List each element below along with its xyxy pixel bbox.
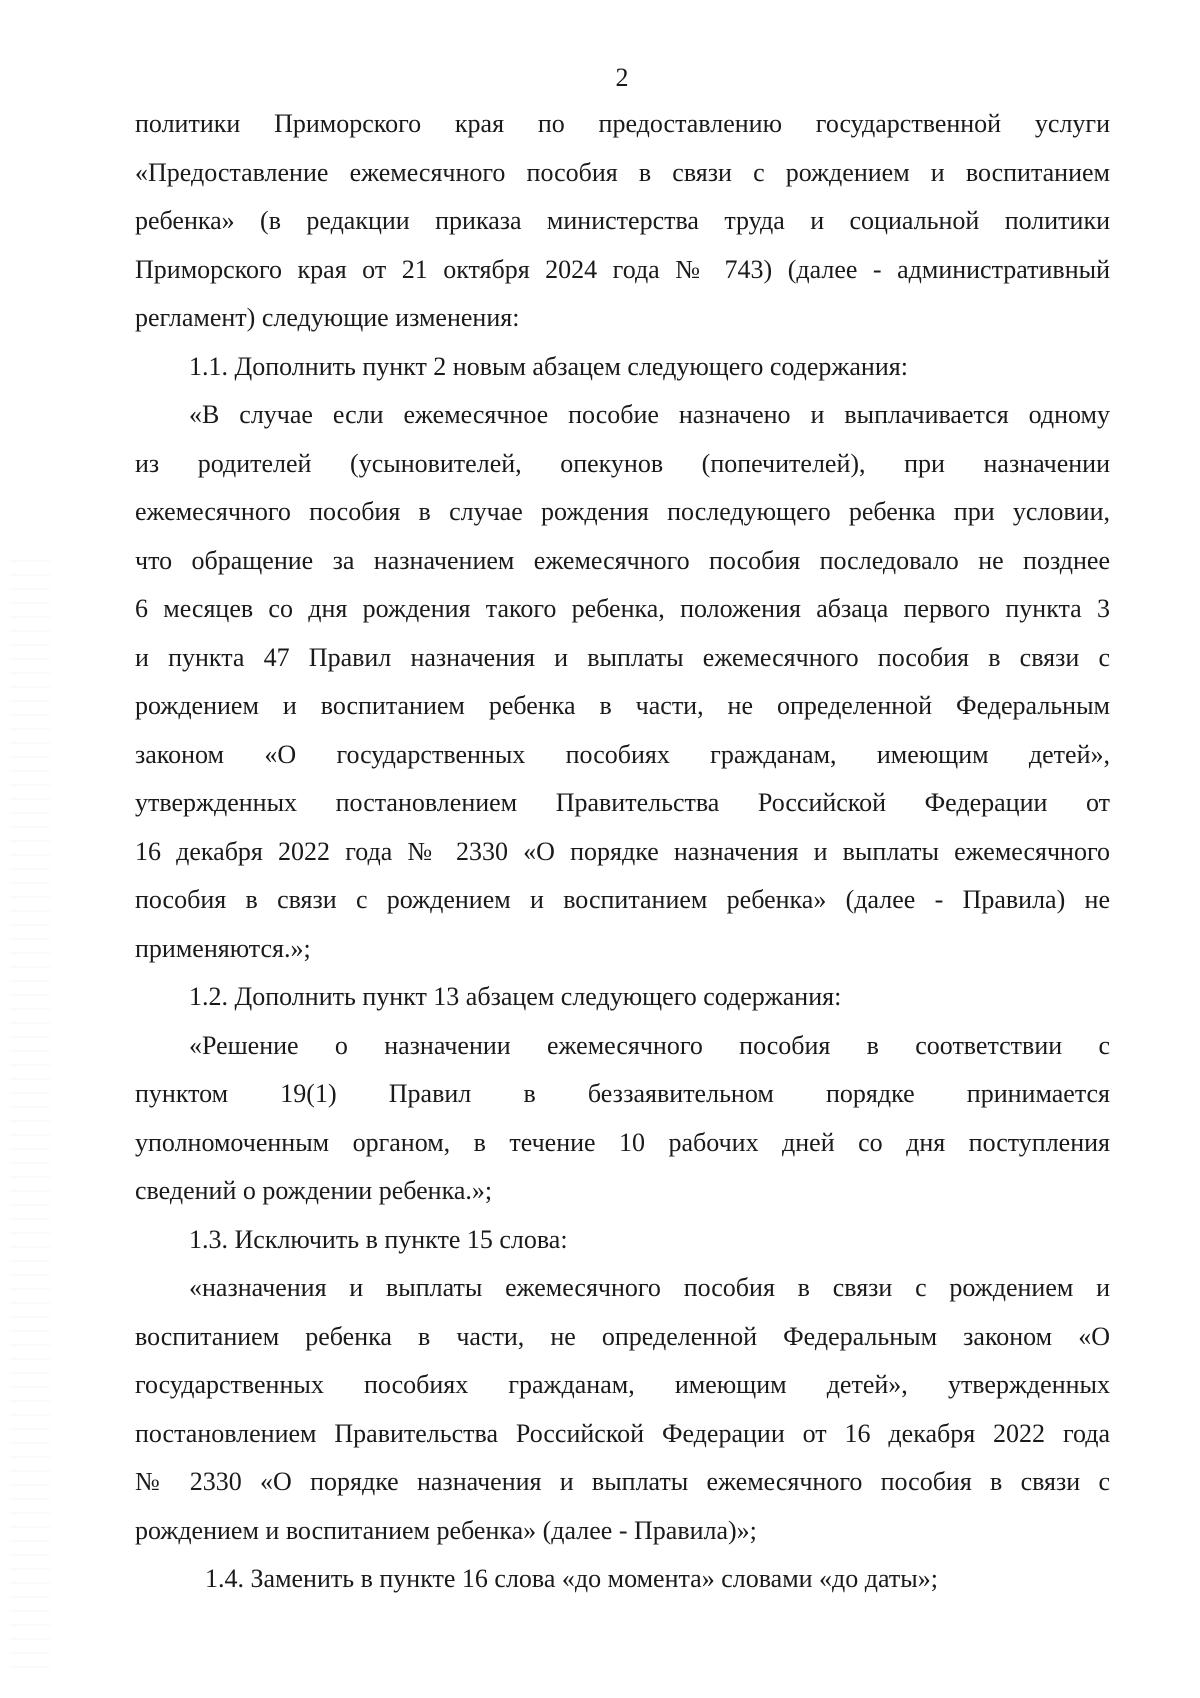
text-line: 1.4. Заменить в пункте 16 слова «до момента» словами «до даты»; xyxy=(205,1564,938,1593)
text-line: 1.3. Исключить в пункте 15 слова: xyxy=(189,1224,568,1254)
text-line: пунктом 19(1) Правил в беззаявительном порядке принимается xyxy=(135,1079,1110,1108)
text-line: постановлением Правительства Российской Федерации от 16 декабря 2022 года xyxy=(135,1418,1110,1448)
text-line: 1.2. Дополнить пункт 13 абзацем следующего содержания: xyxy=(189,982,842,1011)
text-line: законом «О государственных пособиях гражданам, имеющим детей», xyxy=(135,739,1110,769)
text-line: политики Приморского края по предоставлению государственной услуги xyxy=(135,109,1110,138)
scan-edge-artifact xyxy=(10,560,50,1680)
text-line: «назначения и выплаты ежемесячного пособия в связи с рождением и xyxy=(189,1273,1110,1302)
page-number: 2 xyxy=(615,63,629,92)
text-line: применяются.»; xyxy=(135,933,311,963)
text-line: 6 месяцев со дня рождения такого ребенка, положения абзаца первого пункта 3 xyxy=(135,594,1110,623)
text-line: из родителей (усыновителей, опекунов (попечителей), при назначении xyxy=(135,448,1110,478)
text-line: «В случае если ежемесячное пособие назначено и выплачивается одному xyxy=(189,400,1110,429)
text-line: № 2330 «О порядке назначения и выплаты ежемесячного пособия в связи с xyxy=(135,1467,1110,1496)
text-line: и пункта 47 Правил назначения и выплаты ежемесячного пособия в связи с xyxy=(135,642,1110,672)
text-line: регламент) следующие изменения: xyxy=(135,303,520,332)
text-line: ребенка» (в редакции приказа министерства труда и социальной политики xyxy=(135,206,1110,235)
text-line: 16 декабря 2022 года № 2330 «О порядке назначения и выплаты ежемесячного xyxy=(135,836,1110,866)
text-line: воспитанием ребенка в части, не определенной Федеральным законом «О xyxy=(135,1321,1110,1351)
text-line: пособия в связи с рождением и воспитанием ребенка» (далее - Правила) не xyxy=(135,885,1110,914)
text-line: рождением и воспитанием ребенка в части, не определенной Федеральным xyxy=(135,691,1110,720)
text-line: ежемесячного пособия в случае рождения последующего ребенка при условии, xyxy=(135,497,1110,526)
text-line: уполномоченным органом, в течение 10 рабочих дней со дня поступления xyxy=(135,1127,1110,1157)
text-line: государственных пособиях гражданам, имеющим детей», утвержденных xyxy=(135,1370,1110,1399)
text-line: «Решение о назначении ежемесячного пособия в соответствии с xyxy=(189,1030,1110,1060)
text-line: что обращение за назначением ежемесячного пособия последовало не позднее xyxy=(135,545,1110,575)
text-line: рождением и воспитанием ребенка» (далее - Правила)»; xyxy=(135,1515,757,1545)
text-line: сведений о рождении ребенка.»; xyxy=(135,1176,493,1205)
text-line: «Предоставление ежемесячного пособия в связи с рождением и воспитанием xyxy=(135,157,1110,187)
text-line: утвержденных постановлением Правительства Российской Федерации от xyxy=(135,788,1110,817)
text-line: Приморского края от 21 октября 2024 года № 743) (далее - административный xyxy=(135,254,1110,284)
document-body xyxy=(135,100,1110,1604)
text-line: 1.1. Дополнить пункт 2 новым абзацем следующего содержания: xyxy=(189,351,908,381)
